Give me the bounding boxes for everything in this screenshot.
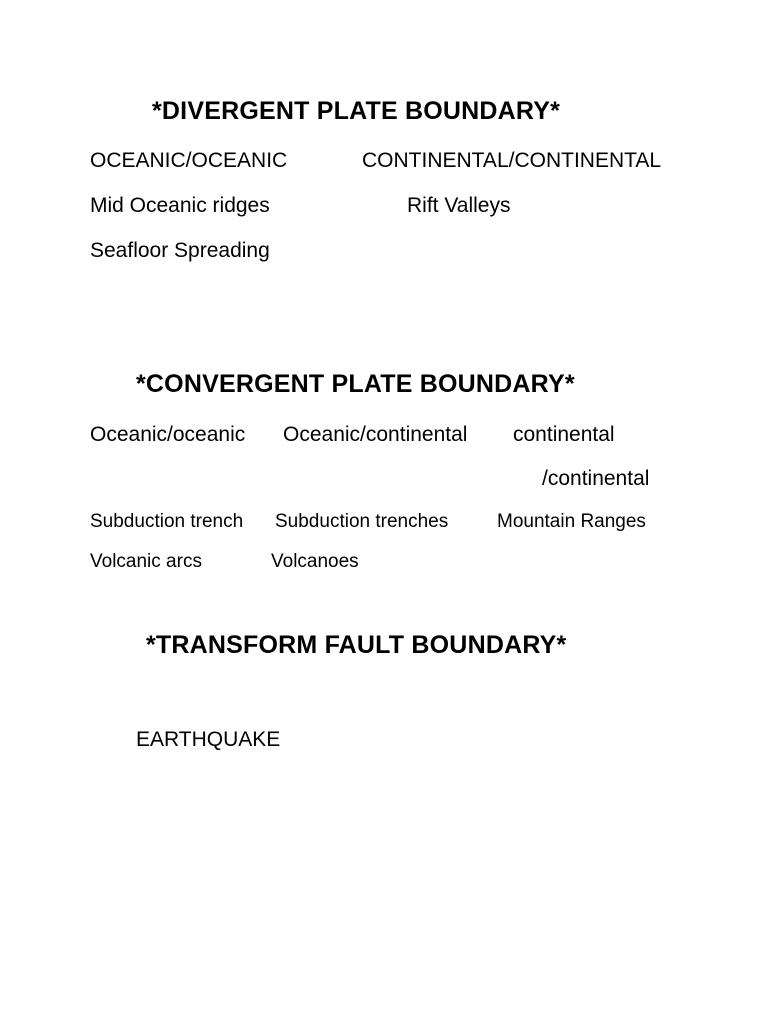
convergent-mountain-ranges: Mountain Ranges	[497, 511, 646, 532]
divergent-rift-valleys: Rift Valleys	[407, 194, 511, 217]
convergent-subduction-trenches: Subduction trenches	[275, 511, 449, 532]
transform-earthquake: EARTHQUAKE	[136, 728, 281, 751]
convergent-continental: continental	[513, 423, 615, 446]
divergent-mid-oceanic-ridges: Mid Oceanic ridges	[90, 194, 270, 217]
convergent-volcanoes: Volcanoes	[271, 551, 359, 572]
divergent-continental-continental: CONTINENTAL/CONTINENTAL	[362, 149, 662, 172]
convergent-oceanic-oceanic: Oceanic/oceanic	[90, 423, 246, 446]
convergent-heading: *CONVERGENT PLATE BOUNDARY*	[136, 370, 575, 398]
convergent-subduction-trench: Subduction trench	[90, 511, 244, 532]
transform-heading: *TRANSFORM FAULT BOUNDARY*	[146, 631, 567, 659]
convergent-oceanic-continental: Oceanic/continental	[283, 423, 468, 446]
convergent-continental-continued: /continental	[542, 467, 650, 490]
divergent-seafloor-spreading: Seafloor Spreading	[90, 239, 270, 262]
divergent-oceanic-oceanic: OCEANIC/OCEANIC	[90, 149, 288, 172]
divergent-heading: *DIVERGENT PLATE BOUNDARY*	[152, 97, 561, 125]
convergent-volcanic-arcs: Volcanic arcs	[90, 551, 202, 572]
